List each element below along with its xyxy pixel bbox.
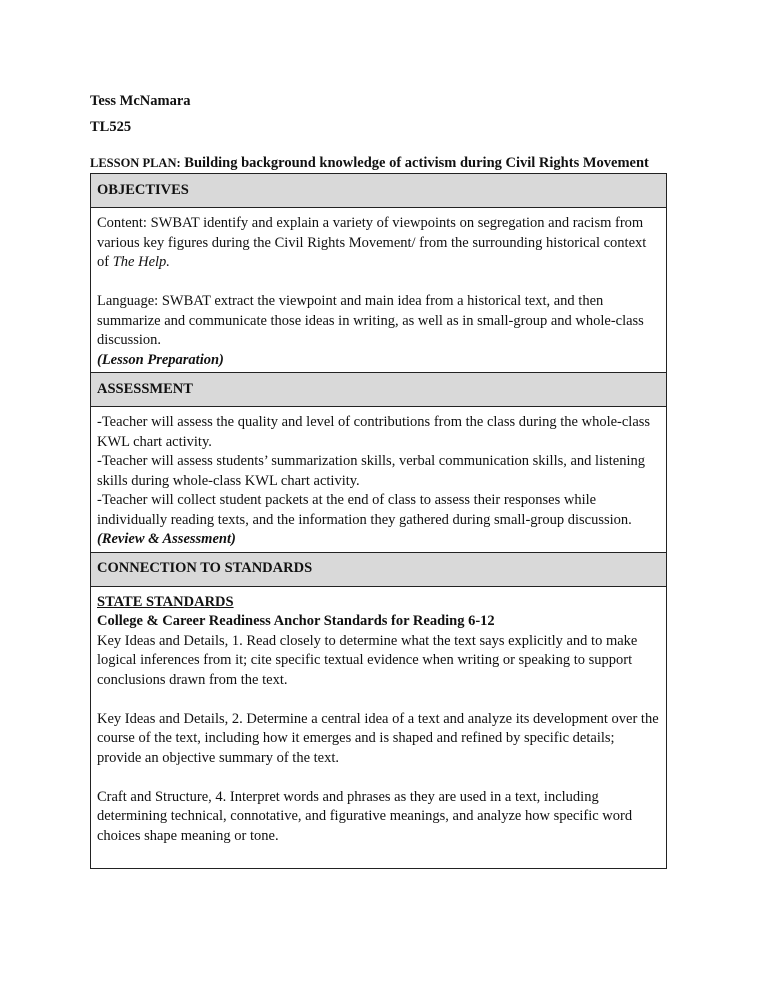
objectives-heading: OBJECTIVES bbox=[91, 174, 667, 208]
assessment-item: -Teacher will assess students’ summarization skills, verbal communication skills, and listening skills during whole-class KWL chart activity. bbox=[97, 453, 645, 489]
objective-content-book-title: The Help. bbox=[112, 254, 170, 270]
assessment-tag: (Review & Assessment) bbox=[97, 531, 236, 547]
standard-item: Key Ideas and Details, 1. Read closely to determine what the text says explicitly and to make logical inferences from it; cite specific textual evidence when writing or speaking to support conclusions drawn from the text. bbox=[97, 632, 638, 688]
lesson-plan-topic: Building background knowledge of activism during Civil Rights Movement bbox=[184, 155, 649, 171]
state-standards-label: STATE STANDARDS bbox=[97, 593, 234, 610]
author-name: Tess McNamara bbox=[90, 93, 191, 109]
objectives-cell bbox=[91, 208, 667, 373]
assessment-item: -Teacher will collect student packets at the end of class to assess their responses while individually reading texts, and the information they gathered during small-group discussion. bbox=[97, 492, 632, 528]
standard-item: Craft and Structure, 4. Interpret words and phrases as they are used in a text, including determining technical, connotative, and figurative meanings, and analyze how specific word choices shape meaning or tone. bbox=[97, 788, 633, 844]
objectives-tag: (Lesson Preparation) bbox=[97, 351, 224, 368]
objective-content bbox=[97, 214, 660, 273]
objective-language: Language: SWBAT extract the viewpoint and main idea from a historical text, and then summarize and communicate those ideas in writing, as well as in small-group and whole-class discussion. bbox=[97, 293, 644, 348]
objective-content-text: Content: SWBAT identify and explain a variety of viewpoints on segregation and racism from various key figures during the Civil Rights Movement/ from the surrounding historical context of bbox=[97, 215, 647, 270]
assessment-item: -Teacher will assess the quality and level of contributions from the class during the whole-class KWL chart activity. bbox=[97, 414, 651, 450]
standard-item: Key Ideas and Details, 2. Determine a central idea of a text and analyze its development over the course of the text, including how it emerges and is shaped and refined by specific details; provide an objective summary of the text. bbox=[97, 710, 659, 766]
lesson-plan-title bbox=[90, 154, 649, 172]
course-code: TL525 bbox=[90, 119, 132, 135]
lesson-plan-table bbox=[90, 173, 667, 869]
anchor-standards-label: College & Career Readiness Anchor Standards for Reading 6-12 bbox=[97, 613, 495, 629]
standards-heading: CONNECTION TO STANDARDS bbox=[91, 552, 667, 586]
assessment-heading: ASSESSMENT bbox=[91, 373, 667, 407]
assessment-cell bbox=[91, 407, 667, 553]
standards-cell bbox=[91, 586, 667, 869]
lesson-plan-prefix: LESSON PLAN: bbox=[90, 156, 181, 170]
